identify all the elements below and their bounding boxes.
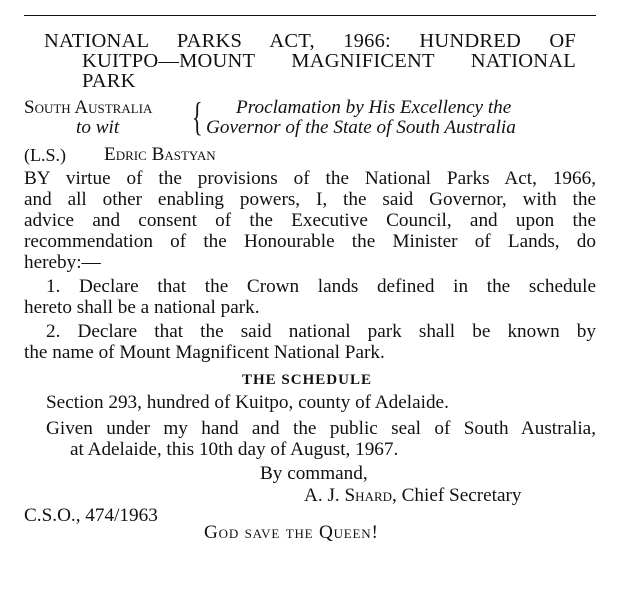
body-para1-line4: recommendation of the Honourable the Minister of Lands, do — [24, 231, 596, 252]
jurisdiction-state: South Australia — [24, 97, 153, 118]
item-1-line-1: 1. Declare that the Crown lands defined in the schedule — [46, 276, 596, 297]
seal-ls: (L.S.) — [24, 145, 66, 165]
signatory-title: , Chief Secretary — [392, 485, 522, 506]
signatory-name: A. J. Shard — [304, 485, 393, 506]
jurisdiction-brace: { — [192, 94, 203, 139]
body-para1-line2: and all other enabling powers, I, the said Governor, with the — [24, 189, 596, 210]
body-para1-line3: advice and consent of the Executive Council, and upon the — [24, 210, 596, 231]
closing-line: God save the Queen! — [204, 522, 379, 543]
item-2-line-1: 2. Declare that the said national park shall be known by — [46, 321, 596, 342]
given-line-1: Given under my hand and the public seal of South Australia, — [46, 418, 596, 439]
proclamation-line-1: Proclamation by His Excellency the — [236, 97, 512, 118]
governor-name: Edric Bastyan — [104, 144, 216, 165]
by-command: By command, — [260, 463, 368, 484]
heading-line-3: PARK — [82, 70, 136, 92]
heading-line-1: NATIONAL PARKS ACT, 1966: HUNDRED OF — [44, 30, 576, 52]
item-1-line-2: hereto shall be a national park. — [24, 297, 260, 318]
signature-line — [304, 485, 522, 507]
cso-reference: C.S.O., 474/1963 — [24, 505, 158, 526]
body-para1-line1: BY virtue of the provisions of the National Parks Act, 1966, — [24, 168, 596, 189]
top-rule — [24, 15, 596, 16]
item-2-line-2: the name of Mount Magnificent National Park. — [24, 342, 385, 363]
heading-line-2: KUITPO—MOUNT MAGNIFICENT NATIONAL — [82, 50, 576, 72]
proclamation-line-2: Governor of the State of South Australia — [206, 117, 516, 138]
jurisdiction-to-wit: to wit — [76, 117, 120, 138]
given-line-2: at Adelaide, this 10th day of August, 1967. — [70, 439, 399, 460]
body-para1-line5: hereby:— — [24, 252, 101, 273]
schedule-heading: THE SCHEDULE — [242, 372, 372, 388]
schedule-text: Section 293, hundred of Kuitpo, county of Adelaide. — [46, 392, 449, 413]
